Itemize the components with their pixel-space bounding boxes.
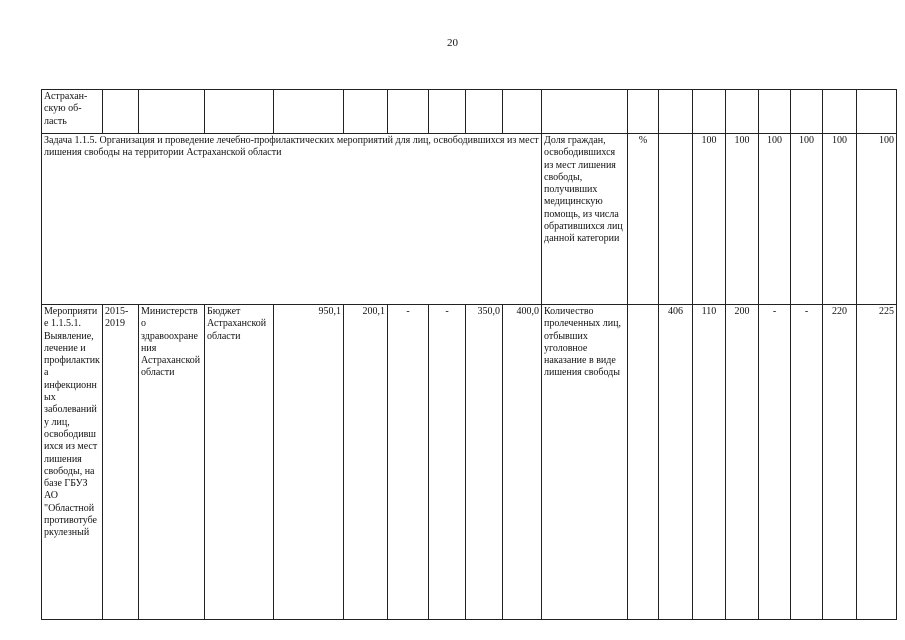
empty-cell [659,90,693,134]
event-value-cell: 200 [726,305,759,620]
empty-cell [857,90,897,134]
empty-cell [693,90,726,134]
empty-cell [503,90,542,134]
finance-cell: 950,1 [274,305,344,620]
task-indicator-cell: Доля граждан, освободившихся из мест лишения свободы, получивших медицинскую помощь, из числа обратившихся лиц данной категории [542,134,628,305]
page-number: 20 [447,37,458,49]
event-value-cell: 406 [659,305,693,620]
empty-cell [429,90,466,134]
event-indicator-cell: Количество пролеченных лиц, отбывших уголовное наказание в виде лишения свободы [542,305,628,620]
empty-cell [205,90,274,134]
event-unit-cell [628,305,659,620]
task-value-cell: 100 [791,134,823,305]
event-name-cell: Мероприятие 1.1.5.1. Выявление, лечение и профилактика инфекционных заболеваний у лиц, освободившихся из мест лишения свободы, на базе ГБУЗ АО "Областной противотуберкулезный [42,305,103,620]
empty-cell [628,90,659,134]
task-value-cell: 100 [857,134,897,305]
task-value-cell: 100 [759,134,791,305]
event-value-cell: - [759,305,791,620]
empty-cell [139,90,205,134]
event-value-cell: - [791,305,823,620]
event-source-cell: Бюджет Астраханской области [205,305,274,620]
task-unit-cell: % [628,134,659,305]
empty-cell [823,90,857,134]
task-value-cell: 100 [693,134,726,305]
empty-cell [274,90,344,134]
event-executor-cell: Министерство здравоохранения Астраханской области [139,305,205,620]
event-period-cell: 2015-2019 [103,305,139,620]
empty-cell [388,90,429,134]
empty-cell [542,90,628,134]
program-table [41,89,897,620]
table-row [42,305,897,620]
task-value-cell: 100 [823,134,857,305]
finance-cell: 400,0 [503,305,542,620]
empty-cell [726,90,759,134]
table-row [42,134,897,305]
empty-cell [344,90,388,134]
finance-cell: 350,0 [466,305,503,620]
finance-cell: - [388,305,429,620]
task-title-cell: Задача 1.1.5. Организация и проведение лечебно-профилактических мероприятий для лиц, освободившихся из мест лишения свободы на территории Астраханской области [42,134,542,305]
empty-cell [659,134,693,305]
finance-cell: - [429,305,466,620]
event-value-cell: 110 [693,305,726,620]
empty-cell [466,90,503,134]
row-name-cell [42,90,103,134]
empty-cell [759,90,791,134]
event-value-cell: 220 [823,305,857,620]
empty-cell [103,90,139,134]
empty-cell [791,90,823,134]
event-value-cell: 225 [857,305,897,620]
table-row [42,90,897,134]
row-name-text: Астрахан-скую об-ласть [44,91,88,127]
task-value-cell: 100 [726,134,759,305]
finance-cell: 200,1 [344,305,388,620]
